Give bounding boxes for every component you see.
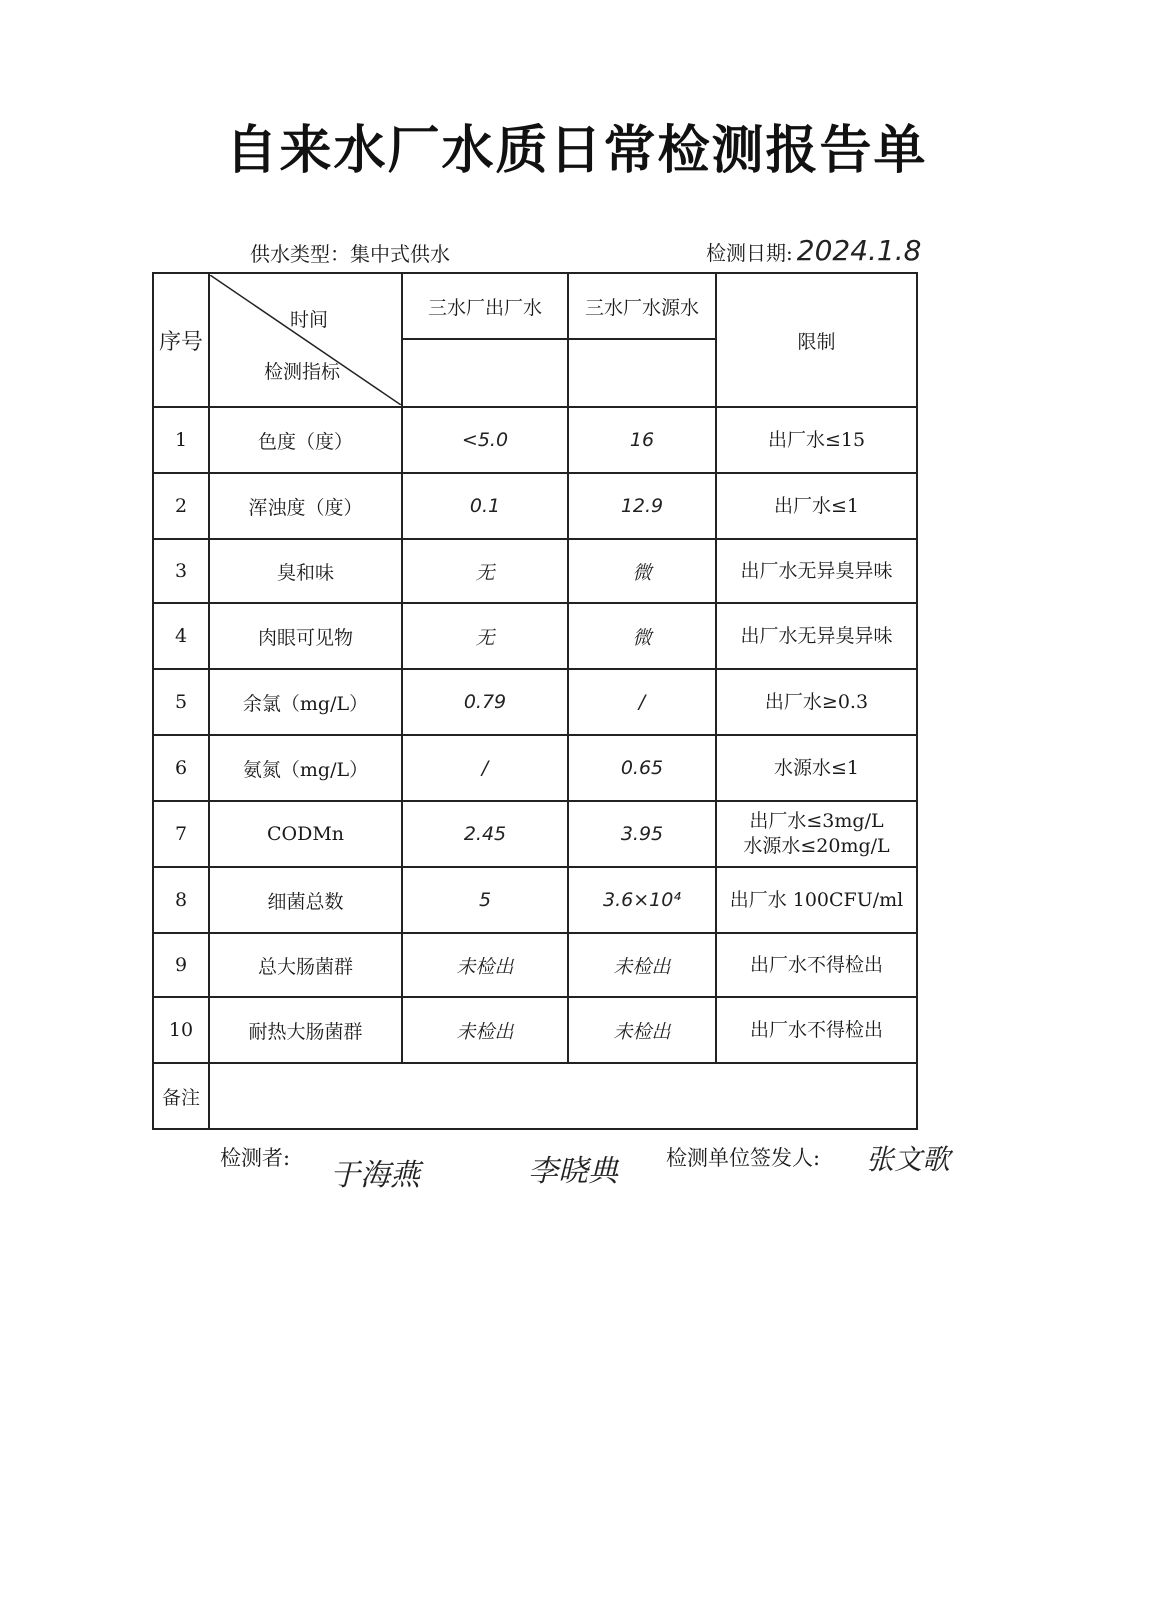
row-outlet-value: 无	[402, 539, 568, 603]
row-item: 色度（度）	[209, 407, 402, 473]
row-outlet-value: 2.45	[402, 801, 568, 867]
row-source-value: 3.6×10⁴	[568, 867, 716, 933]
header-source-water: 三水厂水源水	[568, 273, 716, 339]
inspector-signature-2: 李晓典	[528, 1154, 618, 1189]
header-time: 时间	[290, 309, 329, 331]
row-source-value: 微	[568, 539, 716, 603]
header-limit: 限制	[716, 273, 917, 407]
row-source-value: 微	[568, 603, 716, 669]
row-source-value: 16	[568, 407, 716, 473]
row-limit: 出厂水不得检出	[716, 933, 917, 997]
table-row	[153, 407, 917, 473]
row-no: 2	[153, 473, 209, 539]
row-outlet-value: 未检出	[402, 997, 568, 1063]
row-no: 4	[153, 603, 209, 669]
row-outlet-value: /	[402, 735, 568, 801]
row-limit: 出厂水≥0.3	[716, 669, 917, 735]
issuer-signature: 张文歌	[866, 1143, 951, 1176]
row-outlet-value: <5.0	[402, 407, 568, 473]
row-outlet-value: 0.1	[402, 473, 568, 539]
remark-label: 备注	[153, 1063, 209, 1129]
row-no: 1	[153, 407, 209, 473]
row-item: 总大肠菌群	[209, 933, 402, 997]
row-item: 臭和味	[209, 539, 402, 603]
row-source-value: 未检出	[568, 933, 716, 997]
row-item: CODMn	[209, 801, 402, 867]
row-outlet-value: 未检出	[402, 933, 568, 997]
table-row	[153, 933, 917, 997]
inspector-label: 检测者:	[220, 1146, 291, 1170]
row-no: 8	[153, 867, 209, 933]
table-row	[153, 669, 917, 735]
table-row	[153, 735, 917, 801]
header-diagonal-cell	[209, 273, 402, 407]
report-title: 自来水厂水质日常检测报告单	[225, 121, 928, 181]
row-no: 9	[153, 933, 209, 997]
row-limit: 出厂水无异臭异味	[716, 603, 917, 669]
row-limit-line-2: 水源水≤20mg/L	[743, 835, 890, 857]
date-value: 2024.1.8	[796, 234, 922, 267]
row-limit: 水源水≤1	[716, 735, 917, 801]
diagonal-line	[210, 275, 401, 405]
row-source-value: 0.65	[568, 735, 716, 801]
row-item: 余氯（mg/L）	[209, 669, 402, 735]
remark-content	[209, 1063, 917, 1129]
row-item: 细菌总数	[209, 867, 402, 933]
header-outlet-water: 三水厂出厂水	[402, 273, 568, 339]
row-limit	[716, 801, 917, 867]
row-item: 耐热大肠菌群	[209, 997, 402, 1063]
row-item: 肉眼可见物	[209, 603, 402, 669]
row-outlet-value: 5	[402, 867, 568, 933]
row-no: 6	[153, 735, 209, 801]
table-row	[153, 539, 917, 603]
row-item: 浑浊度（度）	[209, 473, 402, 539]
row-outlet-value: 无	[402, 603, 568, 669]
table-row	[153, 603, 917, 669]
table-row	[153, 801, 917, 867]
row-item: 氨氮（mg/L）	[209, 735, 402, 801]
inspection-date	[706, 234, 921, 267]
inspection-table	[152, 272, 918, 1130]
supply-type: 供水类型：集中式供水	[250, 242, 450, 266]
remark-row	[153, 1063, 917, 1129]
inspector-signature-1: 于海燕	[330, 1158, 420, 1193]
row-limit: 出厂水无异臭异味	[716, 539, 917, 603]
row-no: 7	[153, 801, 209, 867]
issuer-label: 检测单位签发人:	[666, 1146, 821, 1170]
date-label: 检测日期:	[706, 241, 793, 265]
row-limit-line-1: 出厂水≤3mg/L	[749, 810, 884, 833]
row-limit: 出厂水不得检出	[716, 997, 917, 1063]
row-source-value: 未检出	[568, 997, 716, 1063]
table-row	[153, 997, 917, 1063]
header-outlet-blank	[402, 339, 568, 407]
header-indicator: 检测指标	[264, 361, 341, 383]
row-limit: 出厂水 100CFU/ml	[716, 867, 917, 933]
row-source-value: 3.95	[568, 801, 716, 867]
row-limit: 出厂水≤1	[716, 473, 917, 539]
row-outlet-value: 0.79	[402, 669, 568, 735]
row-no: 5	[153, 669, 209, 735]
table-row	[153, 473, 917, 539]
row-no: 10	[153, 997, 209, 1063]
header-no: 序号	[153, 273, 209, 407]
row-source-value: /	[568, 669, 716, 735]
table-row	[153, 867, 917, 933]
row-limit: 出厂水≤15	[716, 407, 917, 473]
row-source-value: 12.9	[568, 473, 716, 539]
header-source-blank	[568, 339, 716, 407]
row-no: 3	[153, 539, 209, 603]
